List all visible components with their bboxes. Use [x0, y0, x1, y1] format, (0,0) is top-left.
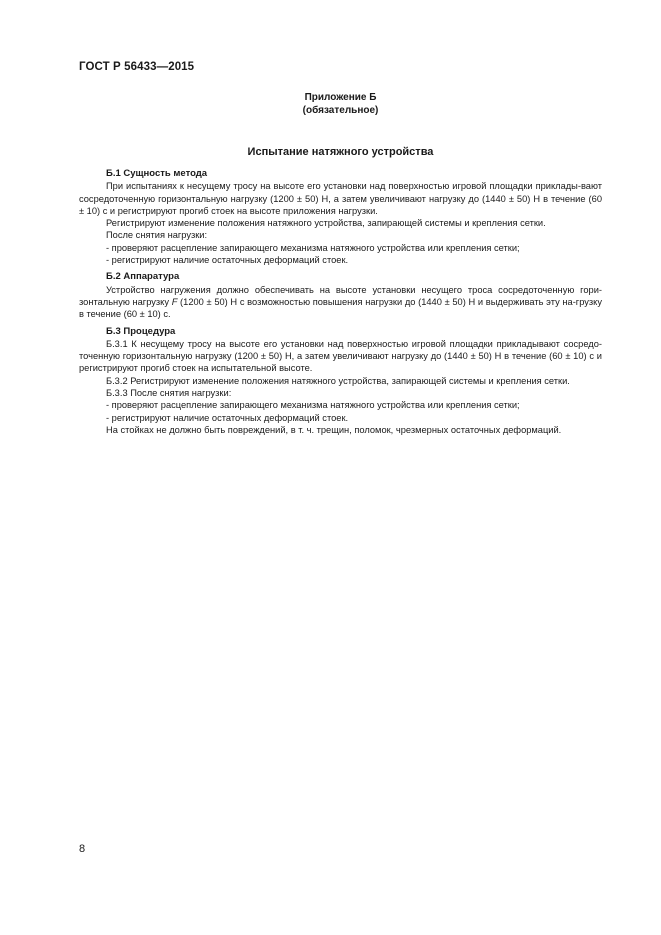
list-item: - проверяют расцепление запирающего механизма натяжного устройства или крепления сетки; — [106, 242, 520, 253]
appendix-label: Приложение Б — [304, 92, 377, 103]
appendix-title: Испытание натяжного устройства — [247, 146, 434, 158]
document-body — [79, 168, 602, 436]
paragraph-text: (1200 ± 50) Н с возможностью повышения нагрузки до (1440 ± 50) Н и выдерживать эту на-грузку в течение (60 ± 10) с. — [79, 296, 602, 320]
list-item: - проверяют расцепление запирающего механизма натяжного устройства или крепления сетки; — [106, 400, 520, 411]
paragraph: Б.3.1 К несущему тросу на высоте его установки над поверхностью игровой площадки прикладывают сосредо-точенную горизонтальную нагрузку (1200 ± 50) Н, а затем увеличивают нагрузку до (1440 ± 50) Н в течение (60 ± 10) с и регистрируют прогиб стоек на испытательной высоте. — [79, 338, 602, 374]
appendix-status: (обязательное) — [302, 105, 379, 116]
page-number: 8 — [79, 843, 86, 855]
list-item: - регистрируют наличие остаточных деформаций стоек. — [106, 255, 349, 266]
appendix-label-block — [79, 91, 602, 117]
section-heading-b1: Б.1 Сущность метода — [106, 168, 208, 179]
paragraph: После снятия нагрузки: — [106, 230, 208, 241]
paragraph — [79, 284, 602, 321]
paragraph: На стойках не должно быть повреждений, в т. ч. трещин, поломок, чрезмерных остаточных деформаций. — [106, 424, 562, 435]
document-header: ГОСТ Р 56433—2015 — [79, 61, 195, 73]
paragraph-text: Устройство нагружения должно обеспечивать на высоте установки несущего троса сосредоточенную гори-зонтальную нагрузку — [79, 284, 602, 307]
section-heading-b2: Б.2 Аппаратура — [106, 271, 180, 283]
list-item: - регистрируют наличие остаточных деформаций стоек. — [106, 412, 349, 423]
paragraph: Б.3.3 После снятия нагрузки: — [106, 388, 232, 399]
paragraph: Регистрируют изменение положения натяжного устройства, запирающей системы и крепления сетки. — [106, 218, 546, 229]
paragraph: Б.3.2 Регистрируют изменение положения натяжного устройства, запирающей системы и крепления сетки. — [106, 375, 570, 386]
paragraph: При испытаниях к несущему тросу на высоте его установки над поверхностью игровой площадки приклады-вают сосредоточенную горизонтальную нагрузку (1200 ± 50) Н, а затем увеличивают нагрузку до (1440 ± 50) Н в течение (60 ± 10) с и регистрируют прогиб стоек на высоте приложения нагрузки. — [79, 181, 602, 216]
section-heading-b3: Б.3 Процедура — [106, 325, 176, 337]
force-variable: F — [171, 296, 178, 307]
